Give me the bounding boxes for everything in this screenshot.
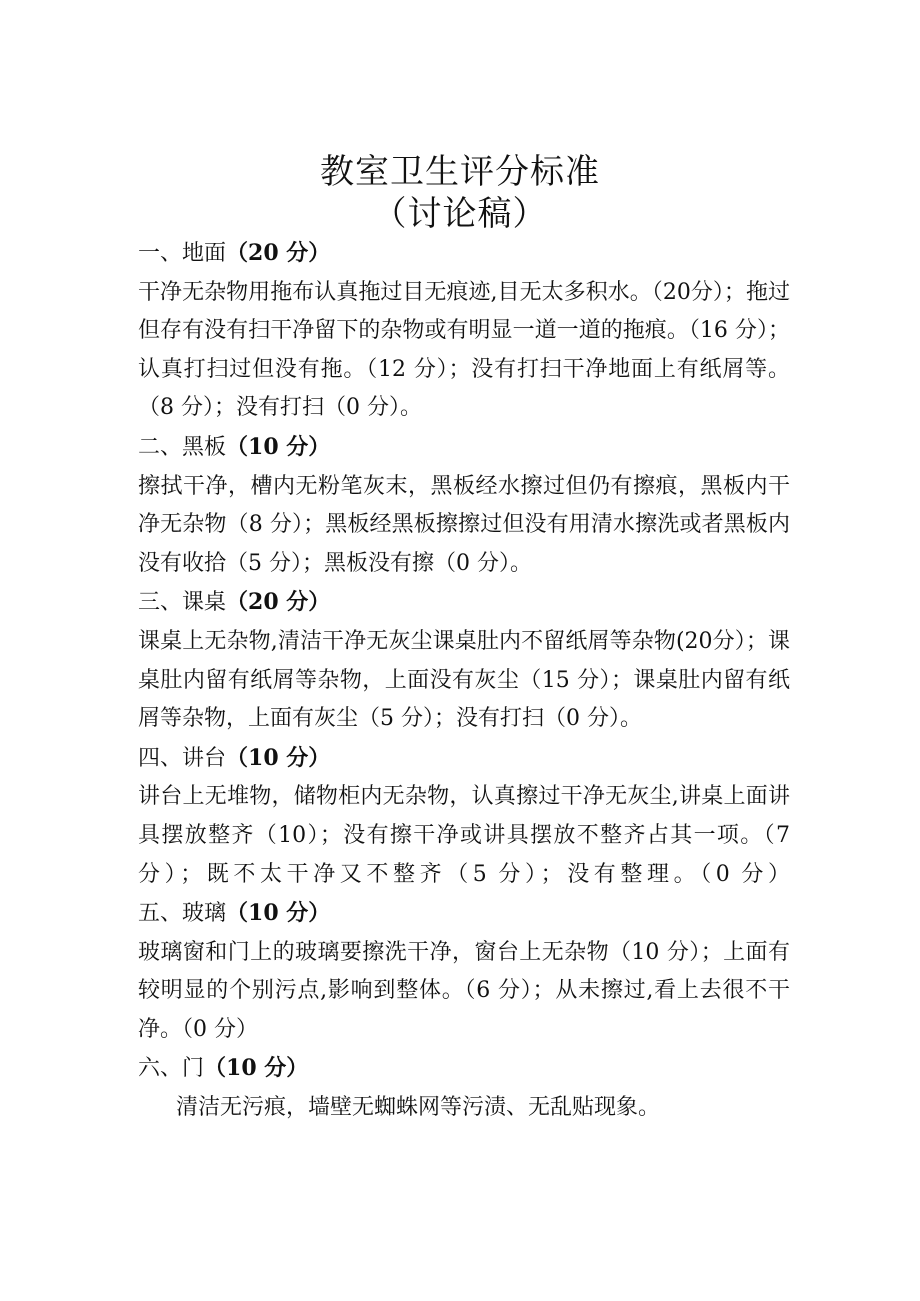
section-body-podium-text: 讲台上无堆物，储物柜内无杂物，认真擦过干净无灰尘,讲桌上面讲具摆放整齐（10）；没有擦干净或讲具摆放不整齐占其一项。（7 分）；既不太干净又不整齐（5 分）；没有整理。（0 分） [138, 784, 790, 887]
section-title-podium: 四、讲台 [138, 745, 227, 771]
section-points-glass: （10 分） [226, 900, 331, 927]
section-body-desks: 课桌上无杂物,清洁干净无灰尘课桌肚内不留纸屑等杂物(20分）；课桌肚内留有纸屑等杂物，上面没有灰尘（15 分）；课桌肚内留有纸屑等杂物，上面有灰尘（5 分）；没有打扫（0 分）。 [138, 628, 790, 732]
document-title: 教室卫生评分标准 [320, 152, 600, 192]
section-heading-floor [138, 234, 790, 274]
section-body-podium [138, 778, 790, 933]
section-heading-desks [138, 583, 790, 623]
section-body-blackboard: 擦拭干净，槽内无粉笔灰末，黑板经水擦过但仍有擦痕，黑板内干净无杂物（8 分）；黑板经黑板擦擦过但没有用清水擦洗或者黑板内没有收拾（5 分）；黑板没有擦（0 分）。 [138, 473, 790, 576]
document-body [138, 234, 790, 1128]
section-body-glass: 玻璃窗和门上的玻璃要擦洗干净，窗台上无杂物（10 分）；上面有较明显的个别污点,影响到整体。（6 分）；从未擦过,看上去很不干净。（0 分） [138, 939, 790, 1042]
section-title-blackboard: 二、黑板 [138, 434, 227, 460]
section-heading-door [138, 1049, 790, 1089]
section-title-desks: 三、课桌 [138, 590, 227, 616]
section-heading-blackboard [138, 428, 790, 468]
section-points-door: （10 分） [204, 1055, 309, 1082]
section-heading-glass [138, 901, 330, 926]
section-heading-podium [138, 739, 790, 779]
section-title-floor: 一、地面 [138, 241, 227, 266]
section-body-floor: 干净无杂物用拖布认真拖过目无痕迹,目无太多积水。（20分）；拖过但存有没有扫干净留下的杂物或有明显一道一道的拖痕。（16 分）；认真打扫过但没有拖。（12 分）；没有打扫干净地面上有纸屑等。（8 分）；没有打扫（0 分）。 [138, 279, 790, 421]
document-subtitle: （讨论稿） [372, 194, 548, 234]
section-points-podium: （10 分） [226, 744, 331, 771]
section-points-blackboard: （10 分） [226, 433, 331, 460]
section-title-door: 六、门 [138, 1056, 205, 1082]
section-points-floor: （20 分） [226, 240, 331, 266]
section-points-desks: （20 分） [226, 589, 331, 616]
section-body-door: 清洁无污痕，墙壁无蜘蛛网等污渍、无乱贴现象。 [176, 1095, 661, 1121]
section-title-glass: 五、玻璃 [138, 901, 227, 927]
